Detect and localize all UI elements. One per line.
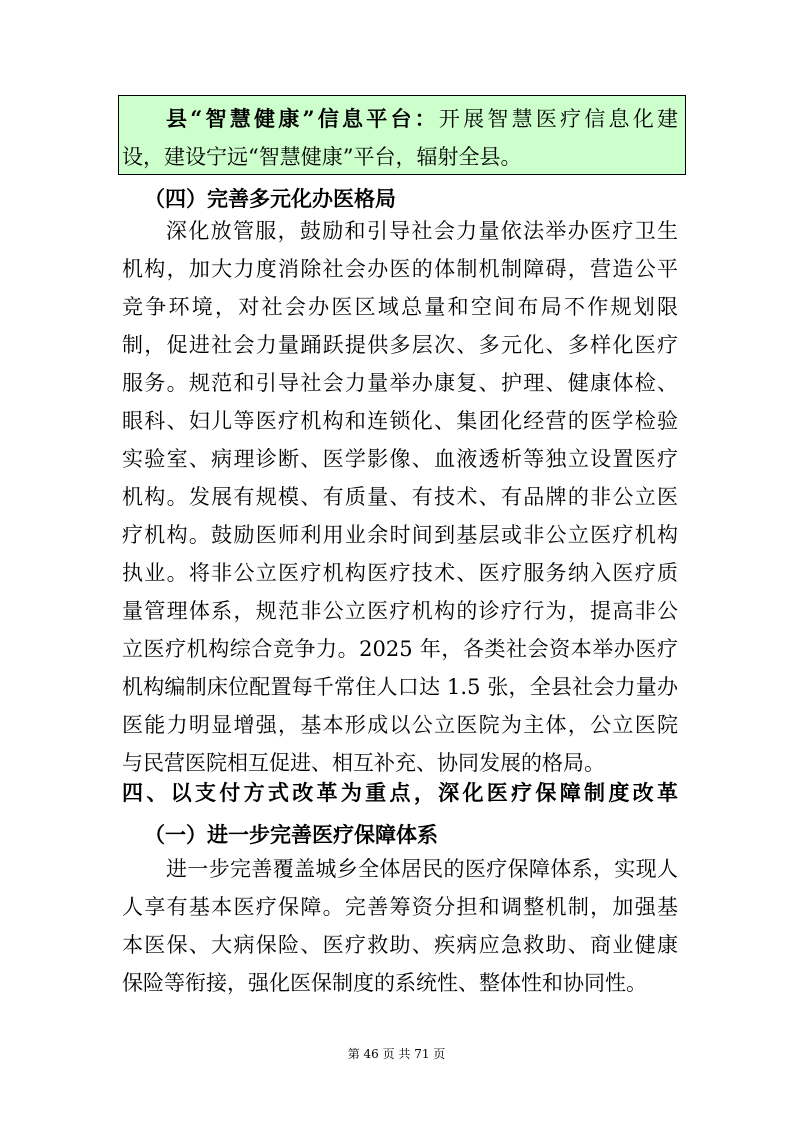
chapter-heading: 四、以支付方式改革为重点，深化医疗保障制度改革 <box>122 780 678 805</box>
paragraph-line: 机构，加大力度消除社会办医的体制机制障碍，营造公平 <box>122 257 678 281</box>
paragraph-line: 医能力明显增强，基本形成以公立医院为主体，公立医院 <box>122 713 678 737</box>
paragraph-line: 进一步完善覆盖城乡全体居民的医疗保障体系，实现人 <box>166 857 678 881</box>
highlight-text: 开展智慧医疗信息化建 <box>438 107 678 131</box>
paragraph-line: 疗机构。鼓励医师利用业余时间到基层或非公立医疗机构 <box>122 523 678 547</box>
paragraph-line: 本医保、大病保险、医疗救助、疾病应急救助、商业健康 <box>122 933 678 957</box>
paragraph-line: 人享有基本医疗保障。完善筹资分担和调整机制，加强基 <box>122 895 678 919</box>
highlight-line-2: 设，建设宁远“智慧健康”平台，辐射全县。 <box>122 145 522 169</box>
paragraph-line: 机构编制床位配置每千常住人口达 1.5 张，全县社会力量办 <box>122 675 678 699</box>
paragraph-line: 服务。规范和引导社会力量举办康复、护理、健康体检、 <box>122 371 678 395</box>
paragraph-line: 眼科、妇儿等医疗机构和连锁化、集团化经营的医学检验 <box>122 409 678 433</box>
highlight-line-1 <box>166 100 678 138</box>
paragraph-line: 竞争环境，对社会办医区域总量和空间布局不作规划限 <box>122 295 678 319</box>
paragraph-line: 立医疗机构综合竞争力。2025 年，各类社会资本举办医疗 <box>122 637 678 661</box>
paragraph-line: 与民营医院相互促进、相互补充、协同发展的格局。 <box>122 751 605 775</box>
paragraph-line: 深化放管服，鼓励和引导社会力量依法举办医疗卫生 <box>166 219 678 243</box>
page-footer: 第 46 页 共 71 页 <box>347 1047 446 1061</box>
paragraph-line: 量管理体系，规范非公立医疗机构的诊疗行为，提高非公 <box>122 599 678 623</box>
paragraph-line: 执业。将非公立医疗机构医疗技术、医疗服务纳入医疗质 <box>122 561 678 585</box>
highlight-label: 县“智慧健康”信息平台： <box>166 106 439 131</box>
paragraph-line: 制，促进社会力量踊跃提供多层次、多元化、多样化医疗 <box>122 333 678 357</box>
section-four-heading: （四）完善多元化办医格局 <box>144 186 396 211</box>
paragraph-line: 机构。发展有规模、有质量、有技术、有品牌的非公立医 <box>122 485 678 509</box>
section-one-heading: （一）进一步完善医疗保障体系 <box>144 822 438 847</box>
paragraph-line: 保险等衔接，强化医保制度的系统性、整体性和协同性。 <box>122 971 647 995</box>
paragraph-line: 实验室、病理诊断、医学影像、血液透析等独立设置医疗 <box>122 447 678 471</box>
